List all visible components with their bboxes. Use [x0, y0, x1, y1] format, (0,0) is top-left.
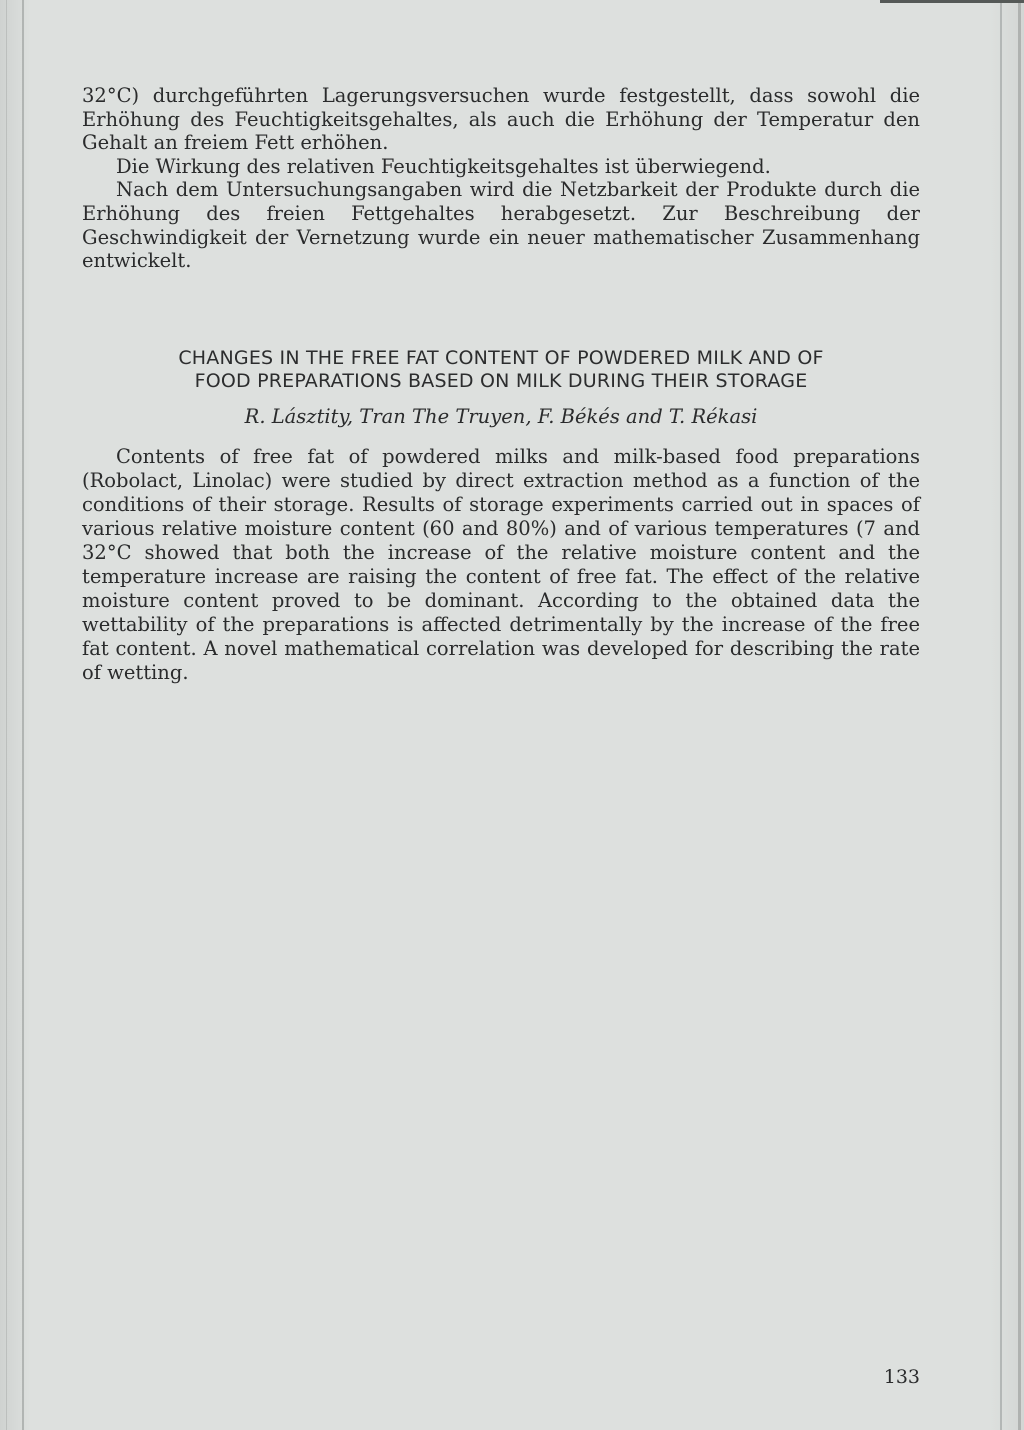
page-edge-left-outer: [6, 0, 7, 1430]
article-authors: R. Lásztity, Tran The Truyen, F. Békés and T. Rékasi: [244, 404, 758, 428]
page-number: 133: [883, 1366, 920, 1388]
page-edge-right: [1000, 0, 1002, 1430]
article-title: [82, 347, 920, 394]
german-paragraph-1: 32°C) durchgeführten Lagerungsversuchen wurde festgestellt, dass sowohl die Erhöhung des Feuchtigkeitsgehaltes, als auch die Erhöhung der Temperatur den Gehalt an freiem Fett erhöhen.: [82, 84, 920, 155]
german-paragraph-2: Die Wirkung des relativen Feuchtigkeitsgehaltes ist überwiegend.: [116, 154, 771, 178]
article-abstract: Contents of free fat of powdered milks and milk-based food preparations (Robolact, Linolac) were studied by direct extraction method as a function of the conditions of their storage. Results of storage experiments carried out in spaces of various relative moisture content (60 and 80%) and of various temperatures (7 and 32°C showed that both the increase of the relative moisture content and the temperature increase are raising the content of free fat. The effect of the relative moisture content proved to be dominant. According to the obtained data the wettability of the preparations is affected detrimentally by the increase of the free fat content. A novel mathematical correlation was developed for describing the rate of wetting.: [82, 445, 920, 684]
article-title-line-1: CHANGES IN THE FREE FAT CONTENT OF POWDERED MILK AND OF: [178, 346, 824, 369]
article-title-line-2: FOOD PREPARATIONS BASED ON MILK DURING THEIR STORAGE: [194, 370, 808, 393]
german-paragraph-3: Nach dem Untersuchungsangaben wird die Netzbarkeit der Produkte durch die Erhöhung des freien Fettgehaltes herabgesetzt. Zur Beschreibung der Geschwindigkeit der Vernetzung wurde ein neuer mathematischer Zusammenhang entwickelt.: [82, 178, 920, 273]
page-edge-right-outer: [1018, 0, 1021, 1430]
page-content: [82, 84, 920, 684]
page-edge-left: [22, 0, 24, 1430]
page-edge-top: [880, 0, 1024, 3]
